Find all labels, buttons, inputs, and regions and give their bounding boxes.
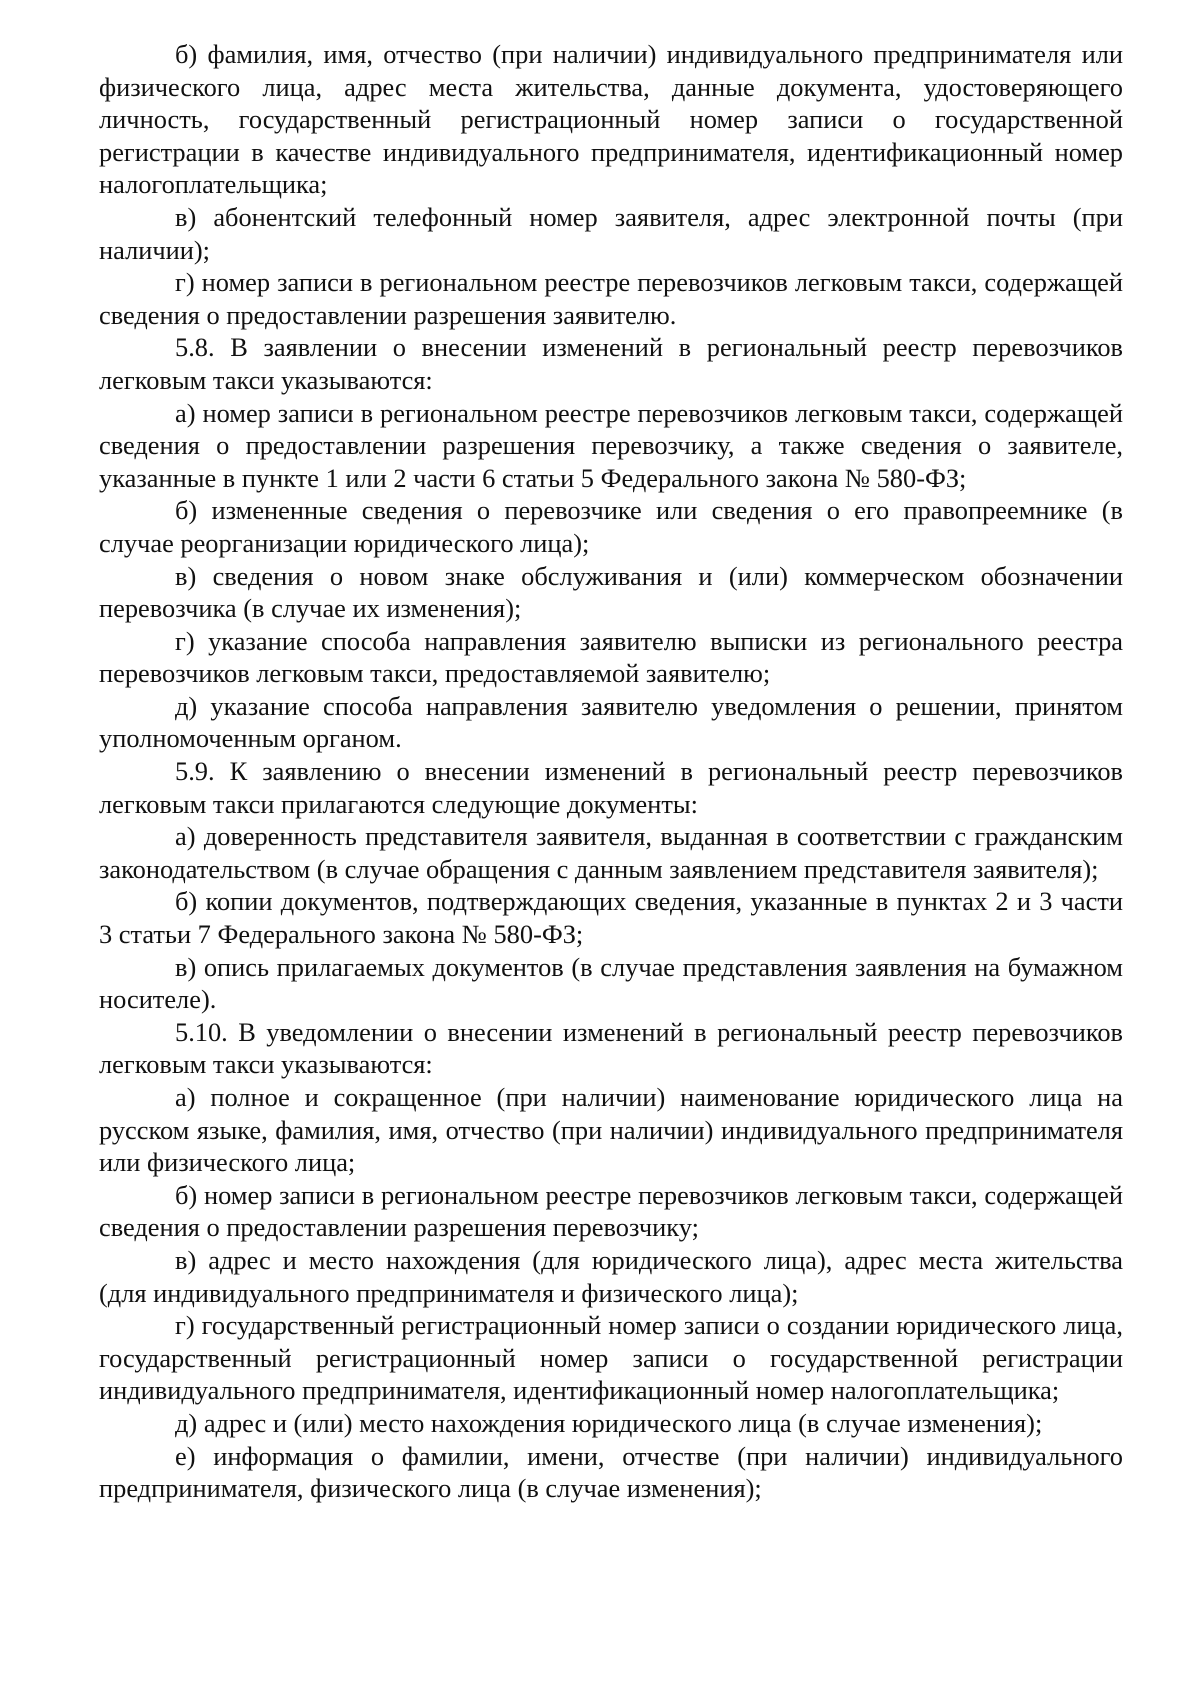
paragraph-5-8-a: а) номер записи в региональном реестре перевозчиков легковым такси, содержащей сведения о предоставлении разрешения перевозчику, а также сведения о заявителе, указанные в пункте 1 или 2 части 6 статьи 5 Федерального закона № 580-ФЗ; bbox=[99, 397, 1123, 493]
paragraph-5-8-d: д) указание способа направления заявителю уведомления о решении, принятом уполномоченным органом. bbox=[99, 690, 1123, 754]
paragraph-5-8: 5.8. В заявлении о внесении изменений в региональный реестр перевозчиков легковым такси указываются: bbox=[99, 332, 1123, 395]
paragraph-5-10-d: д) адрес и (или) место нахождения юридического лица (в случае изменения); bbox=[175, 1407, 1043, 1438]
paragraph-5-7-g: г) номер записи в региональном реестре перевозчиков легковым такси, содержащей сведения о предоставлении разрешения заявителю. bbox=[99, 267, 1123, 330]
paragraph-5-8-b: б) измененные сведения о перевозчике или сведения о его правопреемнике (в случае реорганизации юридического лица); bbox=[99, 495, 1123, 558]
paragraph-5-10-b: б) номер записи в региональном реестре перевозчиков легковым такси, содержащей сведения о предоставлении разрешения перевозчику; bbox=[99, 1179, 1123, 1243]
paragraph-5-8-g: г) указание способа направления заявителю выписки из регионального реестра перевозчиков легковым такси, предоставляемой заявителю; bbox=[99, 625, 1123, 689]
paragraph-5-7-v: в) абонентский телефонный номер заявителя, адрес электронной почты (при наличии); bbox=[99, 201, 1123, 265]
document-page bbox=[99, 38, 1123, 1505]
paragraph-5-7-b: б) фамилия, имя, отчество (при наличии) индивидуального предпринимателя или физического лица, адрес места жительства, данные документа, удостоверяющего личность, государственный регистрационный номер записи о государственной регистрации в качестве индивидуального предпринимателя, идентификационный номер налогоплательщика; bbox=[99, 39, 1123, 200]
paragraph-5-9-b: б) копии документов, подтверждающих сведения, указанные в пунктах 2 и 3 части 3 статьи 7 Федерального закона № 580-ФЗ; bbox=[99, 886, 1123, 950]
paragraph-5-10-e: е) информация о фамилии, имени, отчестве (при наличии) индивидуального предпринимателя, физического лица (в случае изменения); bbox=[99, 1440, 1123, 1504]
paragraph-5-9-a: а) доверенность представителя заявителя, выданная в соответствии с гражданским законодательством (в случае обращения с данным заявлением представителя заявителя); bbox=[99, 821, 1123, 884]
paragraph-5-8-v: в) сведения о новом знаке обслуживания и (или) коммерческом обозначении перевозчика (в случае их изменения); bbox=[99, 560, 1123, 624]
paragraph-5-9-v: в) опись прилагаемых документов (в случае представления заявления на бумажном носителе). bbox=[99, 951, 1123, 1015]
paragraph-5-9: 5.9. К заявлению о внесении изменений в региональный реестр перевозчиков легковым такси прилагаются следующие документы: bbox=[99, 756, 1123, 819]
paragraph-5-10-g: г) государственный регистрационный номер записи о создании юридического лица, государственный регистрационный номер записи о государственной регистрации индивидуального предпринимателя, идентификационный номер налогоплательщика; bbox=[99, 1310, 1123, 1406]
paragraph-5-10: 5.10. В уведомлении о внесении изменений в региональный реестр перевозчиков легковым такси указываются: bbox=[99, 1016, 1123, 1080]
paragraph-5-10-v: в) адрес и место нахождения (для юридического лица), адрес места жительства (для индивидуального предпринимателя и физического лица); bbox=[99, 1244, 1123, 1308]
paragraph-5-10-a: а) полное и сокращенное (при наличии) наименование юридического лица на русском языке, фамилия, имя, отчество (при наличии) индивидуального предпринимателя или физического лица; bbox=[99, 1082, 1123, 1178]
